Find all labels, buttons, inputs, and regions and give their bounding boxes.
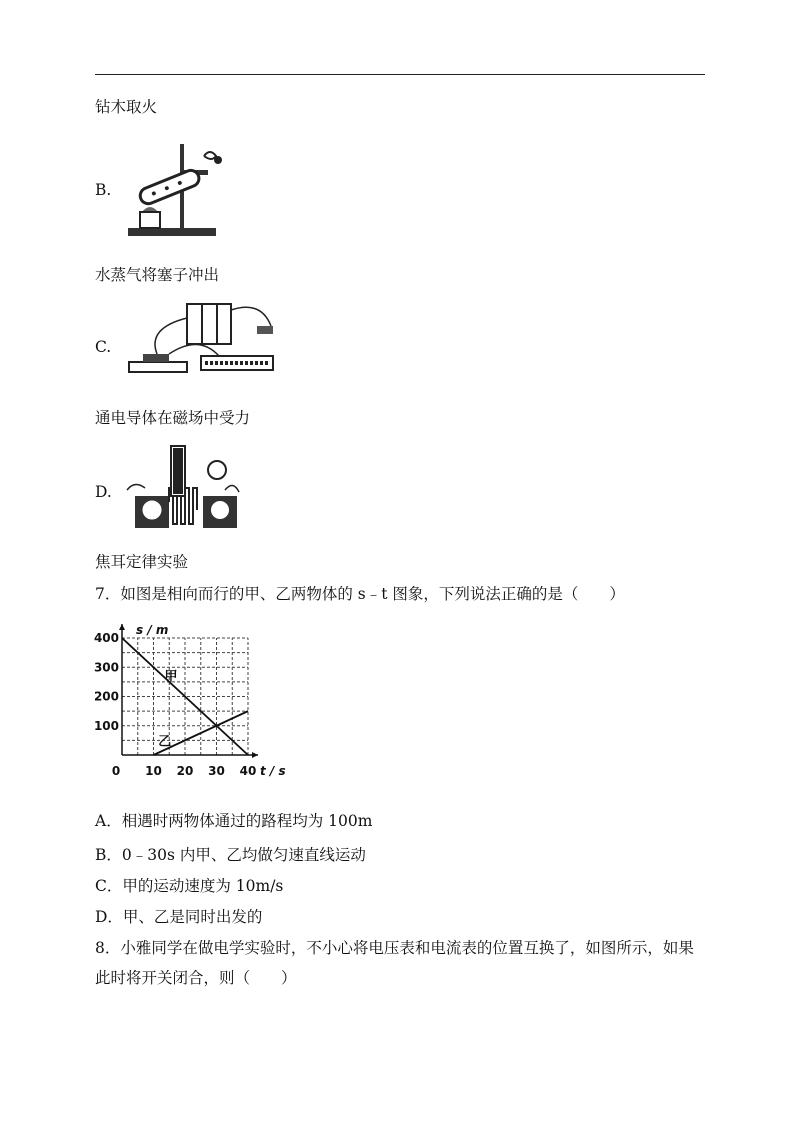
y-tick-label: 400 <box>93 631 119 645</box>
option-a-caption: 钻木取火 <box>95 98 158 116</box>
option-b-letter: B. <box>95 181 112 199</box>
y-axis-label: s / m <box>136 623 169 637</box>
x-axis-arrow <box>252 752 258 758</box>
q7-option-d[interactable]: D．甲、乙是同时出发的 <box>95 908 263 926</box>
option-d-caption: 焦耳定律实验 <box>95 553 189 571</box>
y-axis-arrow <box>119 624 125 630</box>
motor-force-figure <box>125 298 290 388</box>
option-c-letter: C. <box>95 338 112 356</box>
q7-option-c[interactable]: C．甲的运动速度为 10m/s <box>95 877 284 895</box>
x-tick-label: 20 <box>176 764 194 778</box>
y-tick-label: 300 <box>93 660 119 675</box>
x-tick-label: 40 <box>239 764 257 778</box>
q7-option-b[interactable]: B．0﹣30s 内甲、乙均做匀速直线运动 <box>95 846 366 864</box>
y-tick-label: 200 <box>93 689 119 704</box>
q7-option-a[interactable]: A．相遇时两物体通过的路程均为 100m <box>95 812 373 830</box>
q8-stem-line1: 8．小雅同学在做电学实验时，不小心将电压表和电流表的位置互换了，如图所示，如果 <box>95 939 694 957</box>
series-label-1: 甲 <box>164 669 178 685</box>
joule-law-figure <box>125 440 240 532</box>
option-c-caption: 通电导体在磁场中受力 <box>95 409 251 427</box>
x-axis-label: t / s <box>260 764 286 778</box>
s-t-graph <box>93 615 290 785</box>
option-d-letter: D. <box>95 483 112 501</box>
x-tick-label: 0 <box>111 764 121 778</box>
y-tick-label: 100 <box>93 718 119 733</box>
x-tick-label: 10 <box>145 764 162 778</box>
header-rule <box>95 74 705 75</box>
series-label-2: 乙 <box>158 734 172 750</box>
option-b-caption: 水蒸气将塞子冲出 <box>95 266 220 284</box>
q7-stem: 7．如图是相向而行的甲、乙两物体的 s﹣t 图象，下列说法正确的是（ ） <box>95 585 625 603</box>
steam-experiment-figure <box>122 140 232 240</box>
q8-stem-line2: 此时将开关闭合，则（ ） <box>95 969 297 987</box>
x-tick-label: 30 <box>208 764 225 778</box>
